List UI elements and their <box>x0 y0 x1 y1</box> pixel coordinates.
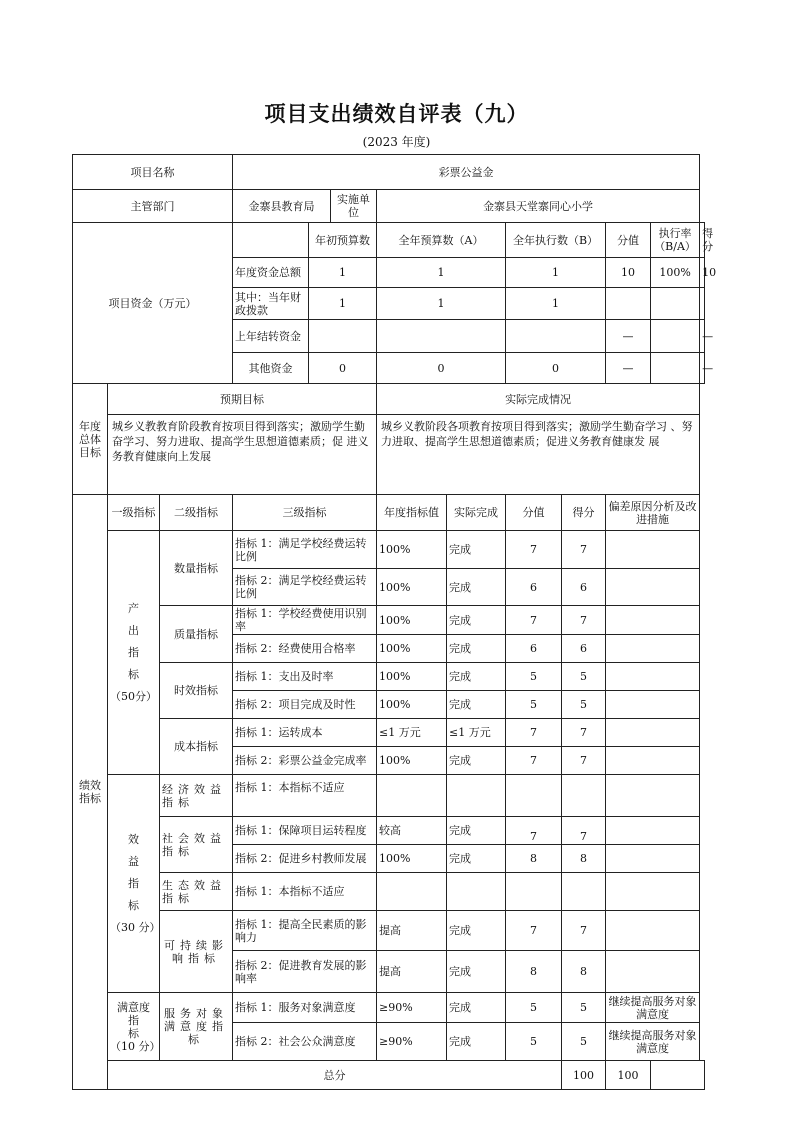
indicator-value <box>506 873 562 911</box>
funds-header-rate: 执行率（B/A） <box>651 223 700 258</box>
indicator-note: 继续提高服务对象满意度 <box>606 1023 700 1061</box>
funds-executed: 1 <box>506 288 606 320</box>
indicator-score: 6 <box>562 569 606 606</box>
indicator-value: 7 <box>506 606 562 635</box>
indicator-note <box>606 873 700 911</box>
level2-cost: 成本指标 <box>160 719 233 775</box>
expected-goal-header: 预期目标 <box>108 384 377 415</box>
indicator-actual: 完成 <box>447 569 506 606</box>
funds-score <box>700 288 705 320</box>
funds-rate <box>651 320 700 353</box>
funds-header-initial: 年初预算数 <box>309 223 377 258</box>
indicator-name: 指标 1：支出及时率 <box>233 663 377 691</box>
indicator-name: 指标 2：社会公众满意度 <box>233 1023 377 1061</box>
satisfaction-indicator-label: 满意度 指 标 （10 分） <box>108 993 160 1061</box>
indicator-row <box>73 531 705 569</box>
indicator-value: 7 <box>506 531 562 569</box>
indicator-score <box>562 873 606 911</box>
indicator-target: ≤1 万元 <box>377 719 447 747</box>
indicator-target: ≥90% <box>377 993 447 1023</box>
indicator-actual: 完成 <box>447 691 506 719</box>
funds-row-label: 其他资金 <box>233 353 309 384</box>
indicator-actual: 完成 <box>447 606 506 635</box>
level2-timeliness: 时效指标 <box>160 663 233 719</box>
indicator-row <box>73 911 705 951</box>
header-actual: 实际完成 <box>447 495 506 531</box>
indicator-name: 指标 1：本指标不适应 <box>233 873 377 911</box>
goals-header-row <box>73 384 705 415</box>
page-title: 项目支出绩效自评表（九） <box>264 101 529 126</box>
funds-row-label: 其中：当年财政拨款 <box>233 288 309 320</box>
indicator-value: 8 <box>506 845 562 873</box>
indicator-note <box>606 817 700 845</box>
indicator-score: 5 <box>562 663 606 691</box>
indicator-note <box>606 951 700 993</box>
indicator-actual: 完成 <box>447 911 506 951</box>
header-level3: 三级指标 <box>233 495 377 531</box>
indicator-target: 100% <box>377 691 447 719</box>
indicator-note <box>606 747 700 775</box>
indicator-target: 100% <box>377 635 447 663</box>
indicator-score: 8 <box>562 845 606 873</box>
indicator-name: 指标 2：项目完成及时性 <box>233 691 377 719</box>
level2-sustainable: 可持续影响指标 <box>160 911 233 993</box>
indicator-name: 指标 2：经费使用合格率 <box>233 635 377 663</box>
funds-initial: 1 <box>309 258 377 288</box>
indicator-name: 指标 1：学校经费使用识别率 <box>233 606 377 635</box>
indicator-value: 5 <box>506 691 562 719</box>
indicator-actual: ≤1 万元 <box>447 719 506 747</box>
indicator-target: 100% <box>377 531 447 569</box>
expected-goal-text: 城乡义教教育阶段教育按项目得到落实；激励学生勤奋学习、努力进取、提高学生思想道德素质；促 进义务教育健康向上发展 <box>108 415 377 495</box>
indicator-score: 5 <box>562 691 606 719</box>
indicator-row <box>73 993 705 1023</box>
level2-quality: 质量指标 <box>160 606 233 663</box>
output-indicator-label: 产 出 指 标 （50分） <box>108 531 160 775</box>
indicator-target: 100% <box>377 606 447 635</box>
indicator-note <box>606 531 700 569</box>
indicator-value: 8 <box>506 951 562 993</box>
project-name-label: 项目名称 <box>73 155 233 190</box>
level2-service-satisfaction: 服务对象满意度指标 <box>160 993 233 1061</box>
funds-rate <box>651 353 700 384</box>
funds-score-value: — <box>606 320 651 353</box>
level2-economic: 经济效益指标 <box>160 775 233 817</box>
indicator-target <box>377 775 447 817</box>
funds-budget <box>377 320 506 353</box>
funds-executed <box>506 320 606 353</box>
total-value: 100 <box>562 1061 606 1090</box>
header-target: 年度指标值 <box>377 495 447 531</box>
indicator-actual: 完成 <box>447 663 506 691</box>
indicator-target <box>377 873 447 911</box>
funds-score: — <box>700 353 705 384</box>
indicator-value <box>506 775 562 817</box>
indicator-value: 7 <box>506 817 562 845</box>
indicator-note <box>606 719 700 747</box>
total-label: 总分 <box>108 1061 562 1090</box>
funds-score: — <box>700 320 705 353</box>
level2-social: 社会效益指标 <box>160 817 233 873</box>
header-value: 分值 <box>506 495 562 531</box>
actual-completion-header: 实际完成情况 <box>377 384 700 415</box>
header-score: 得分 <box>562 495 606 531</box>
indicator-note <box>606 635 700 663</box>
indicator-actual: 完成 <box>447 531 506 569</box>
indicator-actual: 完成 <box>447 817 506 845</box>
project-name-row <box>73 155 705 190</box>
indicator-actual <box>447 775 506 817</box>
indicator-row <box>73 719 705 747</box>
indicator-score: 7 <box>562 531 606 569</box>
funds-row-label: 上年结转资金 <box>233 320 309 353</box>
funds-budget: 1 <box>377 288 506 320</box>
indicator-value: 7 <box>506 719 562 747</box>
funds-header-row <box>73 223 705 258</box>
funds-score-value: 10 <box>606 258 651 288</box>
department-row <box>73 190 705 223</box>
indicator-score: 5 <box>562 1023 606 1061</box>
department-value: 金寨县教育局 <box>233 190 331 223</box>
goals-content-row <box>73 415 705 495</box>
funds-header-executed: 全年执行数（B） <box>506 223 606 258</box>
indicator-note <box>606 663 700 691</box>
indicator-value: 5 <box>506 1023 562 1061</box>
page-subtitle: (2023 年度) <box>362 135 431 149</box>
indicator-target: 100% <box>377 845 447 873</box>
indicator-row <box>73 606 705 635</box>
indicator-row <box>73 663 705 691</box>
indicator-value: 5 <box>506 993 562 1023</box>
funds-executed: 1 <box>506 258 606 288</box>
funds-budget: 1 <box>377 258 506 288</box>
indicator-value: 5 <box>506 663 562 691</box>
indicator-score: 5 <box>562 993 606 1023</box>
indicator-score: 6 <box>562 635 606 663</box>
indicator-value: 6 <box>506 569 562 606</box>
department-label: 主管部门 <box>73 190 233 223</box>
indicator-note <box>606 911 700 951</box>
header-level2: 二级指标 <box>160 495 233 531</box>
indicator-target: ≥90% <box>377 1023 447 1061</box>
indicator-name: 指标 1：运转成本 <box>233 719 377 747</box>
total-score: 100 <box>606 1061 651 1090</box>
indicator-score: 7 <box>562 606 606 635</box>
indicator-row <box>73 775 705 817</box>
funds-header-budget: 全年预算数（A） <box>377 223 506 258</box>
indicator-value: 6 <box>506 635 562 663</box>
funds-executed: 0 <box>506 353 606 384</box>
indicator-actual: 完成 <box>447 951 506 993</box>
header-level1: 一级指标 <box>108 495 160 531</box>
level2-ecological: 生态效益指标 <box>160 873 233 911</box>
indicator-row <box>73 873 705 911</box>
indicator-name: 指标 2：满足学校经费运转比例 <box>233 569 377 606</box>
indicator-actual: 完成 <box>447 993 506 1023</box>
implementing-unit-value: 金寨县天堂寨同心小学 <box>377 190 700 223</box>
indicator-name: 指标 2：促进乡村教师发展 <box>233 845 377 873</box>
indicator-actual: 完成 <box>447 845 506 873</box>
indicator-name: 指标 1：本指标不适应 <box>233 775 377 817</box>
indicator-name: 指标 1：服务对象满意度 <box>233 993 377 1023</box>
indicator-score: 7 <box>562 817 606 845</box>
indicator-note: 继续提高服务对象满意度 <box>606 993 700 1023</box>
indicator-target: 提高 <box>377 911 447 951</box>
total-row <box>73 1061 705 1090</box>
project-name-value: 彩票公益金 <box>233 155 700 190</box>
indicator-name: 指标 1：满足学校经费运转比例 <box>233 531 377 569</box>
indicator-actual <box>447 873 506 911</box>
indicator-name: 指标 2：彩票公益金完成率 <box>233 747 377 775</box>
indicator-note <box>606 691 700 719</box>
funds-rate: 100% <box>651 258 700 288</box>
indicator-target: 较高 <box>377 817 447 845</box>
indicator-note <box>606 775 700 817</box>
performance-header-row <box>73 495 705 531</box>
indicator-note <box>606 606 700 635</box>
indicator-row <box>73 817 705 845</box>
indicator-name: 指标 2：促进教育发展的影响率 <box>233 951 377 993</box>
indicator-actual: 完成 <box>447 1023 506 1061</box>
indicator-score: 7 <box>562 719 606 747</box>
indicator-actual: 完成 <box>447 747 506 775</box>
funds-score: 10 <box>700 258 705 288</box>
self-evaluation-table <box>72 154 717 1090</box>
funds-initial <box>309 320 377 353</box>
funds-budget: 0 <box>377 353 506 384</box>
indicator-note <box>606 569 700 606</box>
funds-score-value: — <box>606 353 651 384</box>
indicator-target: 100% <box>377 663 447 691</box>
funds-label: 项目资金（万元） <box>73 223 233 384</box>
funds-header-score-value: 分值 <box>606 223 651 258</box>
indicator-value: 7 <box>506 911 562 951</box>
benefit-indicator-label: 效 益 指 标 （30 分） <box>108 775 160 993</box>
funds-blank-header <box>233 223 309 258</box>
indicator-score: 7 <box>562 747 606 775</box>
indicator-actual: 完成 <box>447 635 506 663</box>
annual-goal-label: 年度总体目标 <box>73 384 108 495</box>
indicator-note <box>606 845 700 873</box>
indicator-name: 指标 1：提高全民素质的影响力 <box>233 911 377 951</box>
header-note: 偏差原因分析及改进措施 <box>606 495 700 531</box>
indicator-target: 提高 <box>377 951 447 993</box>
indicator-score: 7 <box>562 911 606 951</box>
funds-header-score: 得分 <box>700 223 705 258</box>
funds-row-label: 年度资金总额 <box>233 258 309 288</box>
indicator-name: 指标 1：保障项目运转程度 <box>233 817 377 845</box>
indicator-score: 8 <box>562 951 606 993</box>
funds-initial: 0 <box>309 353 377 384</box>
indicator-target: 100% <box>377 569 447 606</box>
actual-completion-text: 城乡义教阶段各项教育按项目得到落实；激励学生勤奋学习 、努力进取、提高学生思想道德素质；促进义务教育健康发 展 <box>377 415 700 495</box>
indicator-target: 100% <box>377 747 447 775</box>
total-note <box>651 1061 705 1090</box>
implementing-unit-label: 实施单位 <box>331 190 377 223</box>
indicator-value: 7 <box>506 747 562 775</box>
funds-initial: 1 <box>309 288 377 320</box>
performance-label: 绩效指标 <box>73 495 108 1090</box>
indicator-score <box>562 775 606 817</box>
level2-quantity: 数量指标 <box>160 531 233 606</box>
funds-rate <box>651 288 700 320</box>
funds-score-value <box>606 288 651 320</box>
